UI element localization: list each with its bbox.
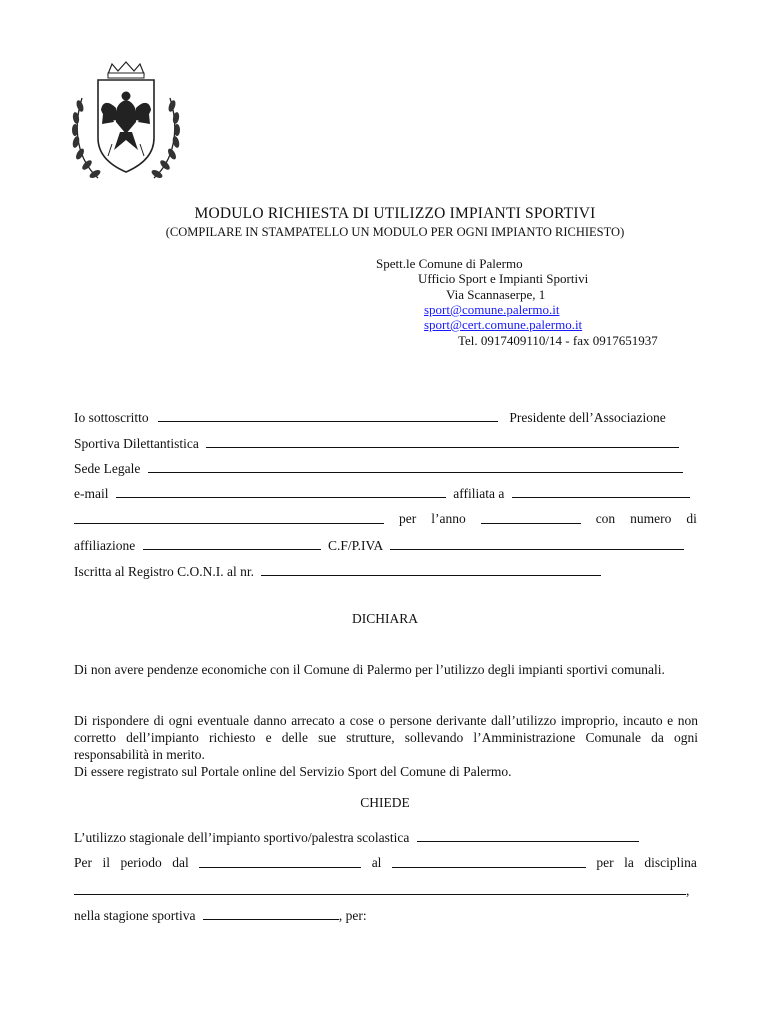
heading-dichiara: DICHIARA [352,611,418,626]
field-dal[interactable] [199,855,361,868]
label-io-sottoscritto: Io sottoscritto [74,410,149,425]
email-link-2[interactable]: sport@cert.comune.palermo.it [424,317,583,332]
field-anno[interactable] [481,511,581,524]
field-stagione[interactable] [203,907,339,920]
label-dal: dal [172,855,189,870]
comma: , [686,883,690,898]
label-il: il [102,855,110,870]
page-subtitle: (COMPILARE IN STAMPATELLO UN MODULO PER OGNI IMPIANTO RICHIESTO) [165,225,625,239]
field-email[interactable] [116,485,446,498]
label-disciplina: disciplina [644,855,697,870]
heading-chiede: CHIEDE [360,795,410,810]
label-periodo: periodo [120,855,162,870]
dichiara-paragraph-3: Di essere registrato sul Portale online del Servizio Sport del Comune di Palermo. [74,764,512,779]
field-al[interactable] [392,855,586,868]
label-coni: Iscritta al Registro C.O.N.I. al nr. [74,564,254,579]
field-coni[interactable] [261,563,601,576]
label-stagione: nella stagione sportiva [74,908,196,923]
label-per-periodo: Per [74,855,92,870]
field-association[interactable] [206,435,679,448]
label-affiliata: affiliata a [453,486,505,501]
label-email: e-mail [74,486,109,501]
label-lanno: l’anno [431,511,466,526]
label-affiliazione: affiliazione [74,538,136,553]
label-presidente: Presidente dell’Associazione [509,410,666,425]
field-name[interactable] [158,409,498,422]
dichiara-paragraph-2: Di rispondere di ogni eventuale danno arrecato a cose o persone derivante dall’utilizzo improprio, incauto e non corretto dell’impianto richiesto e delle sue strutture, sollevando l’Amministrazione Comunale da ogni responsabilità in merito. [74,713,698,762]
label-la: la [624,855,634,870]
email-link-1[interactable]: sport@comune.palermo.it [424,302,560,317]
label-al: al [371,855,382,870]
field-impianto[interactable] [417,829,639,842]
label-cf: C.F/P.IVA [327,538,383,553]
label-per-disciplina: per [596,855,614,870]
label-numero: numero [630,511,672,526]
recipient-office: Ufficio Sport e Impianti Sportivi [418,271,589,286]
field-disciplina[interactable] [74,882,686,895]
coat-of-arms-logo [68,60,184,186]
label-di: di [686,511,697,526]
recipient-line-1: Spett.le Comune di Palermo [376,256,523,271]
label-per-end: , per: [338,908,367,923]
label-per: per [398,511,417,526]
page-title: MODULO RICHIESTA DI UTILIZZO IMPIANTI SPORTIVI [194,205,596,222]
label-utilizzo: L’utilizzo stagionale dell’impianto sportivo/palestra scolastica [74,830,410,845]
recipient-phone: Tel. 0917409110/14 - fax 0917651937 [458,333,658,348]
label-sede-legale: Sede Legale [74,461,141,476]
label-con: con [595,511,616,526]
label-sportiva: Sportiva Dilettantistica [74,436,199,451]
field-affiliata-cont[interactable] [74,511,384,524]
dichiara-paragraph-1: Di non avere pendenze economiche con il Comune di Palermo per l’utilizzo degli impianti sportivi comunali. [74,662,665,677]
field-numero-affiliazione[interactable] [143,537,321,550]
field-cf-piva[interactable] [390,537,684,550]
field-affiliata[interactable] [512,485,690,498]
field-sede-legale[interactable] [148,460,683,473]
recipient-street: Via Scannaserpe, 1 [446,287,546,302]
